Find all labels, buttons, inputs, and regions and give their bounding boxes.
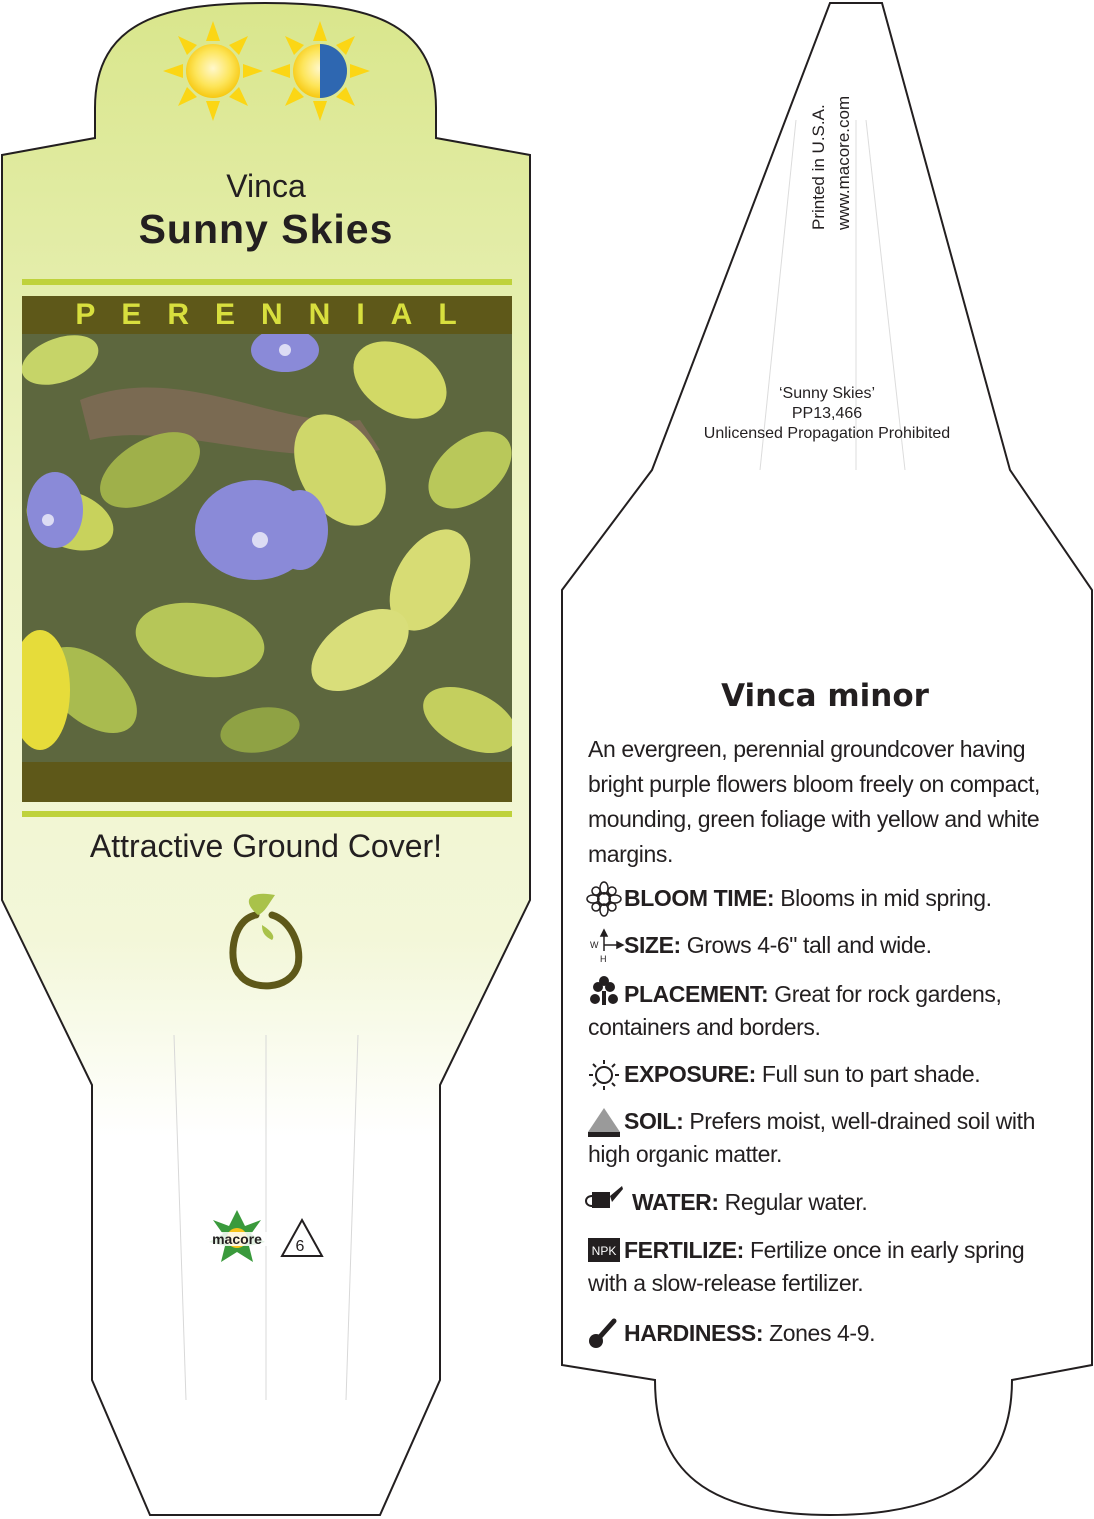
care-soil: SOIL: Prefers moist, well-drained soil with high organic matter. bbox=[588, 1108, 1035, 1167]
patent-number: PP13,466 bbox=[791, 405, 863, 422]
svg-text:H: H bbox=[600, 954, 607, 964]
genus-name: Vinca bbox=[226, 168, 306, 204]
tagline: Attractive Ground Cover! bbox=[89, 828, 443, 864]
category-label: PERENNIAL bbox=[75, 298, 483, 331]
plant-description: An evergreen, perennial groundcover having bright purple flowers bloom freely on compact, mounding, green foliage with yellow and white margins. bbox=[588, 736, 1041, 867]
cultivar-name: Sunny Skies bbox=[138, 206, 394, 252]
recycle-number: 6 bbox=[295, 1238, 305, 1255]
care-size: SIZE: Grows 4-6" tall and wide. bbox=[624, 932, 932, 958]
patent-notice: Unlicensed Propagation Prohibited bbox=[703, 425, 951, 442]
care-hardiness: HARDINESS: Zones 4-9. bbox=[624, 1320, 876, 1346]
full-sun-icon bbox=[163, 21, 263, 121]
care-exposure: EXPOSURE: Full sun to part shade. bbox=[624, 1061, 981, 1087]
patent-name: ‘Sunny Skies’ bbox=[778, 385, 876, 402]
care-water: WATER: Regular water. bbox=[632, 1189, 868, 1215]
care-placement: PLACEMENT: Great for rock gardens, containers and borders. bbox=[588, 981, 1002, 1040]
macore-wordmark: macore bbox=[212, 1231, 262, 1247]
plant-photo bbox=[10, 326, 527, 767]
care-bloom-time: BLOOM TIME: Blooms in mid spring. bbox=[624, 885, 992, 911]
part-shade-icon bbox=[270, 21, 370, 121]
olive-band-bottom bbox=[22, 762, 512, 802]
patent-block bbox=[662, 384, 992, 444]
website: www.macore.com bbox=[834, 95, 853, 230]
svg-text:NPK: NPK bbox=[591, 1244, 617, 1258]
species-name: Vinca minor bbox=[721, 678, 929, 714]
svg-text:W: W bbox=[590, 940, 599, 950]
care-fertilize: FERTILIZE: Fertilize once in early spring with a slow-release fertilizer. bbox=[588, 1237, 1025, 1296]
printer-info bbox=[806, 60, 866, 230]
printed-in: Printed in U.S.A. bbox=[809, 104, 828, 230]
